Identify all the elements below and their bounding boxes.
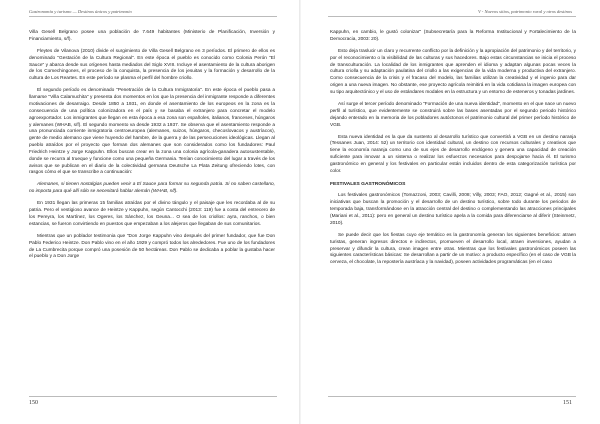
section-heading: FESTIVALES GASTRONÓMICOS xyxy=(330,181,406,187)
paragraph: Kappuhn, en cambio, le gustó colonizar" (Subsecretaría para la Reforma Institucional y Fortalecimiento de la Democracia, 2003: 20). xyxy=(330,30,576,42)
page-number: 150 xyxy=(29,400,38,406)
paragraph: Esto deja traslucir un claro y recurrente conflicto por la definición y la apropiación del patrimonio y del territorio, y por el reconocimiento o la visibilidad de las culturas y sus hacedores. Bajo estas circunstancias se inicia el proceso de transculturación. La localidad de los inmigrantes que aprenden el idioma y adaptan algunas pocas veces la cultura criolla y su adaptación paulatina del criollo a las exigencias de la vida moderna y productiva del extranjero. Como consecuencia de la crisis y el fracaso del modelo, las familias utilizan la creatividad y el ingenio para dar origen a una nueva imagen. No obstante, ese proyecto agrícola reimitirá en la vida cotidiana la imagen europea con su tipo arquitectónico y el uso de estándares modales en la estructura y un entorno de esteneros y tonadas jardines. xyxy=(330,48,576,95)
running-head: Gastronomía y turismo — Destinos únicos y patrimonio xyxy=(29,9,132,14)
footer-rule xyxy=(328,396,576,397)
header-rule xyxy=(328,16,576,17)
paragraph: Esta nueva identidad es la que da sustento al desarrollo turístico que convertirá a VGB en un destino naranja (Tessanes Juan, 2014: 52) un territorio con identidad cultural, un destino con recursos culturales y creativos que tiene la economía naranja como uno de sus ejes de desarrollo endógeno y genera una capacidad de creación suficiente para innovar a un sistema o realizar los esfuerzos necesarios para despojarse hacia él. El turismo gastronómico en general y los festivales en particular están incluidos dentro de esta categorización turística por color. xyxy=(330,134,576,174)
paragraph: En 1931 llegan las primeras 15 familias atraídas por el divino tángulo y el paisaje que les recordaba al de su patria. Pero el vestigioso avance de Heintze y Kappuhn, según Cantocchi (2013: 119) fue a costa del entrecero de los Pereyra, los Martínez, los Ogeres, los Sánchez, los Geuna... O sea de los criollos: ayra, ranchos, o bien estancias, se fueron convirtiendo en puestos que empezaban a los alejeros que llegaban de sus comunitarios. xyxy=(29,201,275,227)
right-page xyxy=(300,0,600,424)
footer-rule xyxy=(29,396,277,397)
header-rule xyxy=(29,16,277,17)
running-head: V - Nuevos sitios, patrimonio rural y otros destinos xyxy=(477,9,572,14)
paragraph: Los festivales gastronómicos (Tomazzoni, 2003; Cavilli, 2008; Villy, 2003; FAO, 2012; Gagné et al., 2015) son iniciativas que buscan la promoción y el desarrollo de un destino turístico, sobre todo durante los periodos de temporada baja, transformándose en la atracción central del destino o complementando las atracciones principales (Mariani et al., 2011): pero en general un destino turístico apela a la comida para diferenciarse al diferir (Steinmetz, 2010). xyxy=(330,193,576,226)
body-text xyxy=(330,30,576,272)
paragraph: Así surge el tercer período denominado "Formación de una nueva identidad", momento en el que nace un nuevo perfil al turístico, que evidentemente se construirá sobre las bases asentadas por el segundo periodo histórico dejando enterado en la memoria de los pobladores autóctonos el patrimonio cultural del primer período histórico de VGB. xyxy=(330,101,576,128)
paragraph: El segundo período es denominado "Penetración de la Cultura Inmigratoria". En este época el pueblo pasa a llamarse "Villa Calamuchita" y presenta dos momentos en los que la presencia del inmigrante responde a diferentes motivaciones de desarraigo. Desde 1850 a 1931, en donde el asentamiento de los europeos en la zona es la consecuencia de una política colonizadora en el país y se basaba el extranjero para concretar el modelo agroexportador. Los inmigrantes que llegan en esta época a esa zona son españoles, italianos, franceses, húngaros y alemanes (WHAB, s/f). El segundo momento va desde 1932 a 1937. Se observa que el asentamiento responde a una pronunciada corriente inmigratoria centroeuropea (alemanes, suizos, húngaros, checoslovacos y austríacos), gente de medio alemano que viene huyendo del hambre, de la guerra y de las persecuciones ideológicas. Llegan al pueblo atraídos por el proyecto que forman dos alemanes que son considerados como los fundadores: Paul Friedrich Heintze y Jorge Kappuhn. Ellos buscan crear en la zona una colonia agrícola-ganadera autosustentable, donde se recurra al trueque y funcione como una pequeña Germania. Tenían conocimiento del lugar a través de los avisos que se publican en el diario de la colectividad germana Deutsche La Plata Zeitung ofreciendo lotes, con rasgos cómo el que se transcribe a continuación: xyxy=(29,88,275,176)
page-number: 151 xyxy=(563,400,572,406)
block-quote: Alemanes, si tienen nostalgias pueden venir a El Sauce para formar su segunda patria. Si no saben castellano, no importa para qué allí sólo se necesitará hablar alemán (WHAB, s/f). xyxy=(29,182,275,195)
paragraph: Fleytes de Vilanova (2010) divide el surgimiento de Villa Gesell Belgrano en 3 períodos. El primero de ellos es denominado "Gestación de la Cultura Regional". En este época el pueblo es conocido como Colonia Perón "El Sauce" y abarca desde sus orígenes hasta mediados del Siglo XVIII. Incluye el asentamiento de la cultura aborigen de los Comechingones, el proceso de la conquista, la presencia de los jesuitas y la formación y desarrollo de la cultura de Los Reartes. En este período se plasma el perfil del hombre criollo. xyxy=(29,48,275,82)
paragraph: Villa Gesell Belgrano posee una población de 7.649 habitantes (Ministerio de Planificación, Inversión y Financiamiento, s/f). xyxy=(29,30,275,42)
paragraph: Mientras que un poblador testimonia que "Don Jorge Kappuhn vino después del primer fundador, que fue Don Pablo Federico Heintze. Don Pablo vino en el año 1929 y compró todos los alrededores. Fue uno de los fundadores de La Cumbrecita porque compró una posesión de 50 hectáreas. Don Pablo se dedicaba a poblar la gustaba hacer el pueblo y a Don Jorge xyxy=(29,233,275,260)
body-text xyxy=(29,30,275,266)
paragraph: Se puede decir que los fiestas cuyo eje temático es la gastronomía generan los siguientes beneficios: atraen turistas, generan ingresos directos e indirectos, promueven el desarrollo local, atraen inversiones, ayudan a preservar y difundir la cultura, crean imagen entre otras. Mientras que los festivales gastronómicos poseen las siguientes características básicas: Se desarrollan a partir de un motivo: a producto específico (en el caso de VGB la cerveza, el chocolate, la repostería austríaca y la navidad), poseen actividades programáticas (en el caso xyxy=(330,232,576,266)
